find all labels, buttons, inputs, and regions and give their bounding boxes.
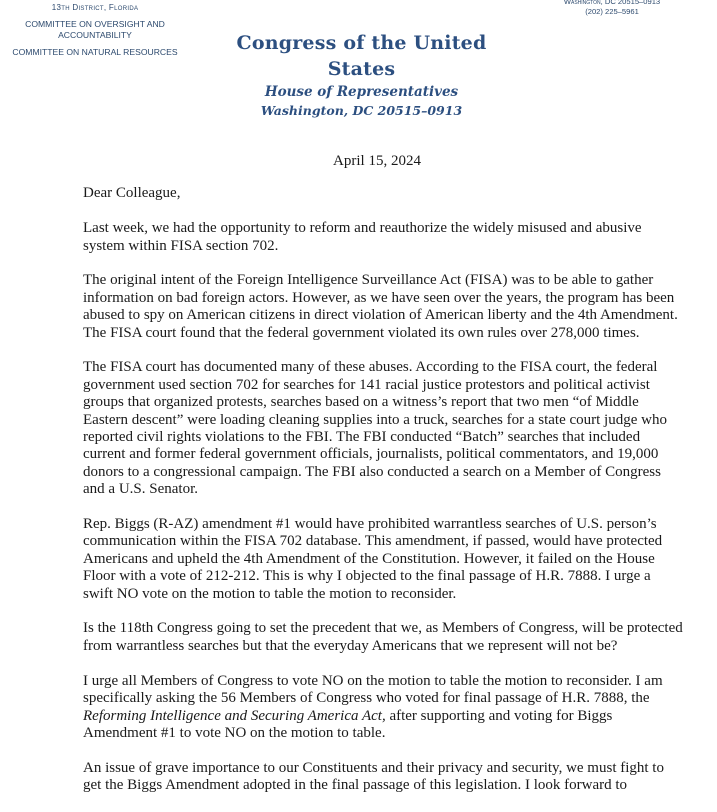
letterhead-right	[542, 0, 682, 17]
office-address: Washington, DC 20515–0913	[563, 0, 661, 6]
paragraph-7: An issue of grave importance to our Constituents and their privacy and security, we must fight to get the Biggs Amendment adopted in the final passage of this legislation. I look forward to	[83, 759, 664, 794]
office-phone: (202) 225–5961	[585, 7, 639, 16]
act-title: Reforming Intelligence and Securing America Act,	[83, 707, 386, 724]
paragraph-6-before: I urge all Members of Congress to vote NO on the motion to table the motion to reconsider. I am specifically asking the 56 Members of Congress who voted for final passage of H.R. 7888, the	[83, 672, 663, 707]
paragraph-2: The original intent of the Foreign Intelligence Surveillance Act (FISA) was to be able to gather information on bad foreign actors. However, as we have seen over the years, the program has been abused to spy on American citizens in direct violation of American liberty and the 4th Amendment. The FISA court found that the federal government violated its own rules over 278,000 times.	[83, 272, 678, 341]
paragraph-6-after: after supporting and voting for Biggs Amendment #1 to vote NO on the motion to table.	[83, 707, 613, 741]
letterhead-left	[0, 0, 190, 58]
paragraph-4: Rep. Biggs (R-AZ) amendment #1 would have prohibited warrantless searches of U.S. person’s communication within the FISA 702 database. This amendment, if passed, would have protected Americans and upheld the 4th Amendment of the Constitution. However, it failed on the House Floor with a vote of 212-212. This is why I objected to the final passage of H.R. 7888. I urge a swift NO vote on the motion to table the motion to reconsider.	[83, 516, 663, 602]
chamber-name: House of Representatives	[264, 84, 459, 100]
salutation: Dear Colleague,	[83, 185, 181, 202]
committee-oversight: COMMITTEE ON OVERSIGHT AND ACCOUNTABILITY	[25, 19, 165, 40]
paragraph-6	[83, 673, 683, 743]
letterhead-center	[200, 30, 523, 120]
paragraph-5: Is the 118th Congress going to set the precedent that we, as Members of Congress, will be protected from warrantless searches but that the everyday Americans that we represent will not be?	[83, 620, 683, 654]
paragraph-1: Last week, we had the opportunity to reform and reauthorize the widely misused and abusive system within FISA section 702.	[83, 220, 642, 254]
paragraph-3: The FISA court has documented many of these abuses. According to the FISA court, the federal government used section 702 for searches for 141 racial justice protestors and political activist groups that organized protests, searches based on a witness’s report that two men “of Middle Eastern descent” were loading cleaning supplies into a truck, searches for a state court judge who reported civil rights violations to the FBI. The FBI conducted “Batch” searches that included current and former federal government officials, journalists, political commentators, and 19,000 donors to a congressional campaign. The FBI also conducted a search on a Member of Congress and a U.S. Senator.	[83, 359, 667, 498]
congress-title: Congress of the United States	[236, 32, 487, 80]
letter-date: April 15, 2024	[333, 153, 421, 169]
district-label: 13th District, Florida	[51, 3, 139, 12]
letter-body	[83, 153, 683, 812]
committee-natural-resources: COMMITTEE ON NATURAL RESOURCES	[12, 47, 178, 57]
chamber-address: Washington, DC 20515–0913	[260, 103, 463, 118]
